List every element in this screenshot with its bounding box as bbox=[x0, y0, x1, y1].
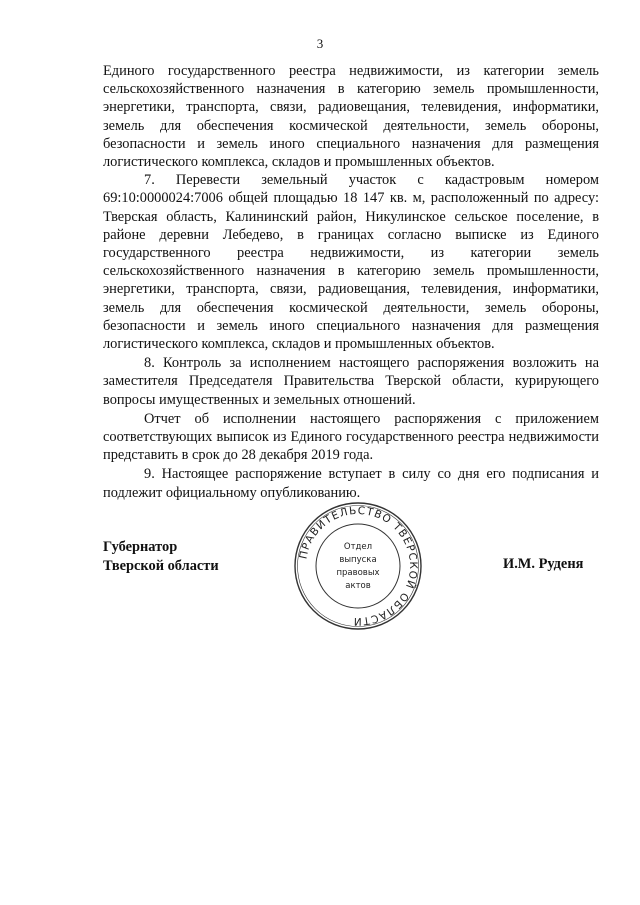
page-number: 3 bbox=[316, 36, 324, 51]
stamp-line-1: Отдел bbox=[343, 542, 373, 552]
signatory-title-line1: Губернатор bbox=[103, 539, 178, 555]
stamp-seal-icon bbox=[292, 500, 424, 632]
document-body bbox=[103, 62, 599, 502]
stamp-ring-text: ПРАВИТЕЛЬСТВО ТВЕРСКОЙ ОБЛАСТИ bbox=[297, 504, 420, 628]
stamp-line-3: правовых bbox=[336, 568, 380, 578]
paragraph-continuation: Единого государственного реестра недвижимости, из категории земель сельскохозяйственного назначения в категорию земель промышленности, энергетики, транспорта, связи, радиовещания, телевидения, информатики, земель для обеспечения космической деятельности, земель обороны, безопасности и земель иного специального назначения для размещения логистического комплекса, складов и промышленных объектов. bbox=[103, 63, 599, 171]
signatory-title-line2: Тверской области bbox=[103, 558, 219, 574]
stamp-line-4: актов bbox=[345, 581, 371, 591]
official-stamp bbox=[292, 500, 424, 632]
signatory-name: И.М. Руденя bbox=[503, 556, 584, 572]
paragraph-item-7: 7. Перевести земельный участок с кадастровым номером 69:10:0000024:7006 общей площадью 18 147 кв. м, расположенный по адресу: Тверская область, Калининский район, Никулинское сельское поселение, в районе деревни Лебедево, в границах согласно выписке из Единого государственного реестра недвижимости, из категории земель сельскохозяйственного назначения в категорию земель промышленности, энергетики, транспорта, связи, радиовещания, телевидения, информатики, земель для обеспечения космической деятельности, земель обороны, безопасности и земель иного специального назначения для размещения логистического комплекса, складов и промышленных объектов. bbox=[103, 172, 599, 353]
signatory-title bbox=[103, 538, 219, 576]
stamp-line-2: выпуска bbox=[339, 555, 377, 565]
paragraph-item-9: 9. Настоящее распоряжение вступает в силу со дня его подписания и подлежит официальному опубликованию. bbox=[103, 466, 599, 501]
paragraph-item-8: 8. Контроль за исполнением настоящего распоряжения возложить на заместителя Председателя Правительства Тверской области, курирующего вопросы имущественных и земельных отношений. bbox=[103, 355, 599, 408]
paragraph-report: Отчет об исполнении настоящего распоряжения с приложением соответствующих выписок из Единого государственного реестра недвижимости представить в срок до 28 декабря 2019 года. bbox=[103, 410, 599, 464]
